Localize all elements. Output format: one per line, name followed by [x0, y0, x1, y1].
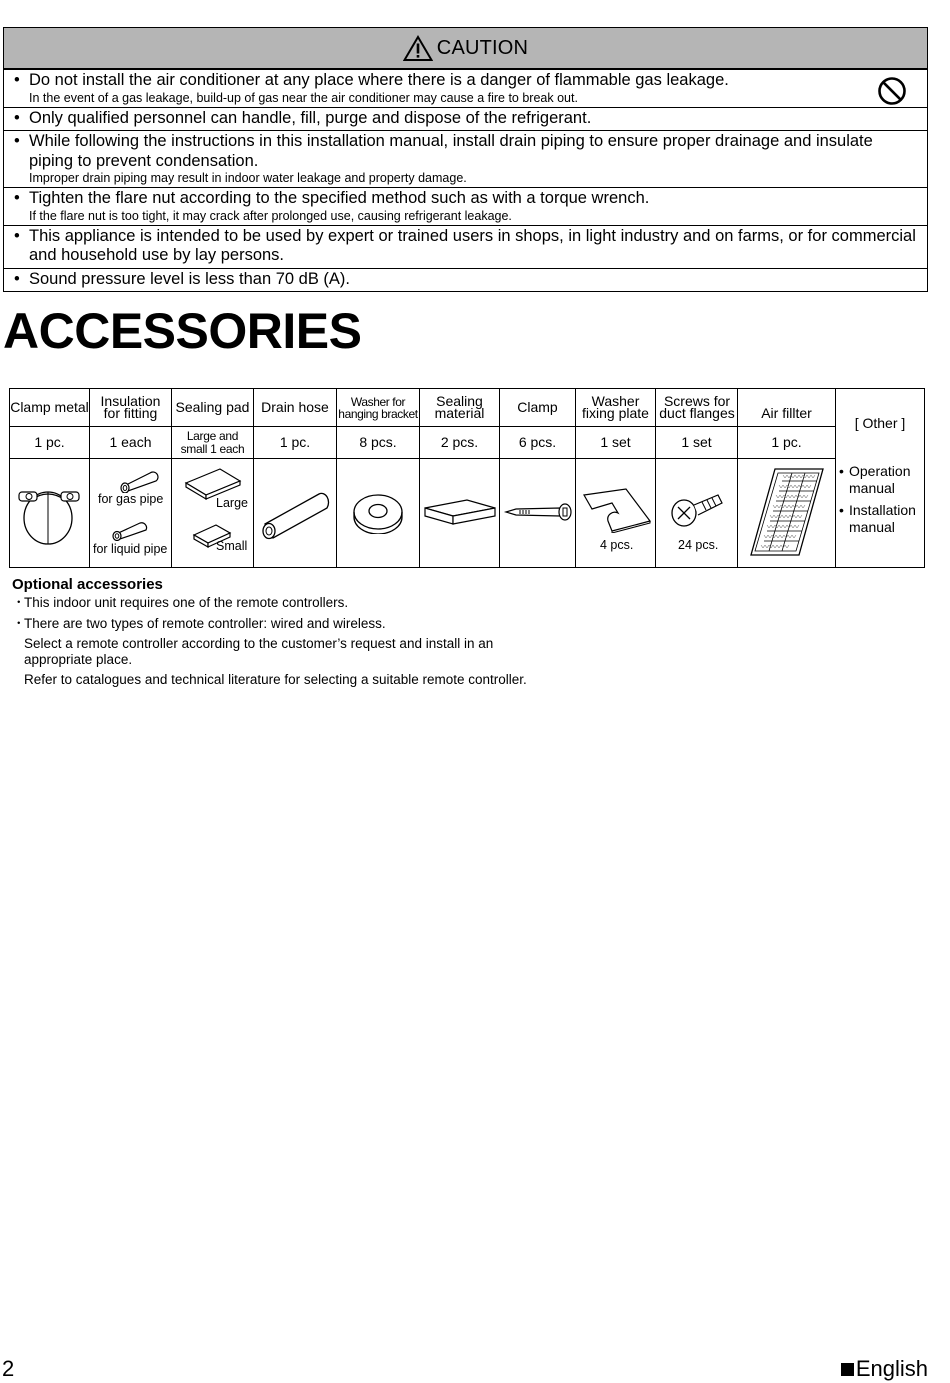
caution-item: • Only qualified personnel can handle, fill, purge and dispose of the refrigerant. — [4, 107, 927, 131]
caution-item: • This appliance is intended to be used by expert or trained users in shops, in light industry and on farms, or for commercial and household use by lay persons. — [4, 225, 927, 268]
other-header: [ Other ] — [836, 389, 925, 459]
table-qty-row — [10, 427, 925, 459]
image-cell — [500, 459, 576, 568]
sealing-pad-large-label: Large — [216, 496, 248, 510]
column-header: Clamp — [500, 389, 576, 427]
caution-text: While following the instructions in this installation manual, install drain piping to ensure proper drainage and insulate piping to prevent condensation. — [29, 132, 873, 170]
qty-cell: 1 pc. — [254, 427, 337, 459]
qty-cell: 1 set — [576, 427, 656, 459]
screw-count: 24 pcs. — [678, 538, 719, 552]
caution-subtext: If the flare nut is too tight, it may crack after prolonged use, causing refrigerant leakage. — [29, 208, 512, 223]
optional-paragraph: Select a remote controller according to the customer’s request and install in an appropriate place. — [24, 636, 494, 667]
table-header-row — [10, 389, 925, 427]
column-header: Clamp metal — [10, 389, 90, 427]
other-cell — [836, 459, 925, 568]
accessories-title: ACCESSORIES — [3, 303, 362, 359]
qty-cell: 1 each — [90, 427, 172, 459]
caution-title: CAUTION — [436, 36, 529, 59]
column-header: Drain hose — [254, 389, 337, 427]
caution-text: Do not install the air conditioner at any place where there is a danger of flammable gas leakage. — [29, 71, 729, 89]
image-cell — [337, 459, 420, 568]
qty-cell: Large and small 1 each — [172, 427, 254, 459]
page-number: 2 — [2, 1356, 15, 1381]
table-image-row — [10, 459, 925, 568]
image-cell — [420, 459, 500, 568]
washer-plate-count: 4 pcs. — [600, 538, 634, 552]
caution-item: • Do not install the air conditioner at any place where there is a danger of flammable gas leakage. In the event of a gas leakage, build-up of gas near the air conditioner may cause a fire to break out. — [4, 69, 927, 107]
gas-pipe-insulation-icon — [116, 467, 160, 493]
sealing-material-icon — [423, 496, 497, 528]
image-cell — [90, 459, 172, 568]
caution-item: • While following the instructions in this installation manual, install drain piping to ensure proper drainage and insulate piping to prevent condensation. Improper drain piping may result in indoor water leakage and property damage. — [4, 130, 927, 187]
caution-subtext: Improper drain piping may result in indoor water leakage and property damage. — [29, 171, 467, 185]
qty-cell: 1 set — [656, 427, 738, 459]
column-header: Screws for duct flanges — [656, 389, 738, 427]
caution-text: This appliance is intended to be used by expert or trained users in shops, in light industry and on farms, or for commercial and household use by lay persons. — [29, 226, 916, 264]
clamp-metal-icon — [17, 472, 83, 552]
language-label: English — [841, 1356, 928, 1382]
column-header: Air fillter — [738, 389, 836, 427]
caution-box — [3, 27, 928, 292]
column-header: Sealing material — [420, 389, 500, 427]
drain-hose-icon — [257, 482, 333, 542]
caution-text: Only qualified personnel can handle, fill, purge and dispose of the refrigerant. — [29, 108, 592, 127]
liquid-pipe-label: for liquid pipe — [93, 542, 168, 556]
image-cell — [656, 459, 738, 568]
column-header: Washer fixing plate — [576, 389, 656, 427]
column-header: Insulation for fitting — [90, 389, 172, 427]
sealing-pad-small-label: Small — [216, 539, 248, 553]
warning-triangle-icon — [403, 35, 433, 62]
qty-cell: 1 pc. — [10, 427, 90, 459]
air-filter-icon — [747, 465, 827, 559]
optional-item: ・ There are two types of remote controller: wired and wireless. — [12, 616, 386, 631]
prohibited-icon — [877, 76, 907, 106]
image-cell — [172, 459, 254, 568]
optional-accessories — [12, 577, 532, 688]
image-cell — [576, 459, 656, 568]
qty-cell: 2 pcs. — [420, 427, 500, 459]
caution-subtext: In the event of a gas leakage, build-up of gas near the air conditioner may cause a fire to break out. — [29, 90, 578, 105]
caution-header — [4, 28, 927, 69]
qty-cell: 8 pcs. — [337, 427, 420, 459]
other-item: • Installation manual — [839, 501, 916, 535]
qty-cell: 6 pcs. — [500, 427, 576, 459]
caution-item: • Sound pressure level is less than 70 dB (A). — [4, 268, 927, 292]
image-cell — [10, 459, 90, 568]
clamp-tie-icon — [502, 500, 574, 524]
caution-text: Sound pressure level is less than 70 dB (A). — [29, 269, 351, 288]
image-cell — [738, 459, 836, 568]
optional-title: Optional accessories — [12, 576, 163, 593]
other-item: • Operation manual — [839, 462, 911, 496]
screw-icon — [670, 489, 726, 529]
accessories-table — [9, 388, 925, 568]
optional-item: ・ This indoor unit requires one of the remote controllers. — [12, 595, 349, 610]
black-square-icon — [841, 1363, 854, 1376]
caution-item: • Tighten the flare nut according to the specified method such as with a torque wrench. If the flare nut is too tight, it may crack after prolonged use, causing refrigerant leakage. — [4, 187, 927, 225]
qty-cell: 1 pc. — [738, 427, 836, 459]
optional-paragraph: Refer to catalogues and technical literature for selecting a suitable remote controller. — [24, 672, 527, 687]
gas-pipe-label: for gas pipe — [98, 492, 164, 506]
image-cell — [254, 459, 337, 568]
liquid-pipe-insulation-icon — [108, 517, 152, 541]
caution-text: Tighten the flare nut according to the specified method such as with a torque wrench. — [29, 189, 650, 207]
washer-icon — [350, 490, 406, 534]
column-header: Sealing pad — [172, 389, 254, 427]
other-list — [836, 463, 924, 536]
washer-fixing-plate-icon — [582, 487, 652, 533]
column-header: Washer for hanging bracket — [337, 389, 420, 427]
